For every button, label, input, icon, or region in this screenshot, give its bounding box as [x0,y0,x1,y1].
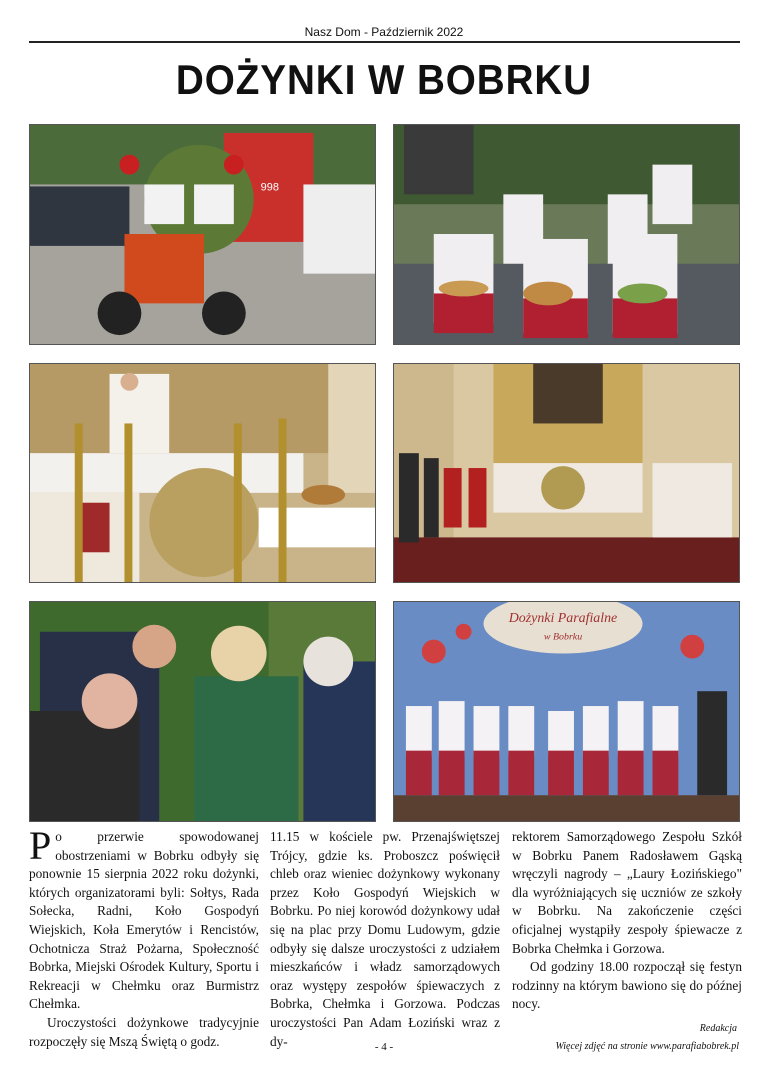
article-headline: DOŻYNKI W BOBRKU [175,56,593,103]
more-photos-note: Więcej zdjęć na stronie www.parafiabobrek.pl [555,1041,739,1052]
paragraph-2: Uroczystości dożynkowe tradycyjnie rozpoczęły się Mszą Świętą o godz. [29,1014,259,1049]
signoff: Redakcja [699,1023,737,1034]
women-with-bread-photo [393,124,740,345]
running-header: Nasz Dom - Październik 2022 [304,25,464,39]
paragraph-1: o przerwie spowodowanej obostrzeniami w Bobrku odbyły się ponownie 15 sierpnia 2022 roku dożynki, których organizatorami byli: Sołtys, Rada Sołecka, Radni, Koło Gospodyń Wiejskich, Koła Emerytów i Rencistów, Ochotnicza Straż Pożarna, Społeczność Bobrka, Miejski Ośrodek Kultury, Sportu i Rekreacji w Chełmku oraz Burmistrz Chełmka. [29,829,259,1012]
tractor-parade-photo [29,124,376,345]
article-column-3 [512,828,742,1014]
article-column-1 [29,823,259,1051]
page-number: - 4 - [374,1041,394,1053]
fire-truck-number: 998 [260,181,279,194]
drop-cap: P [29,823,52,868]
banner-text-line1: Dożynki Parafialne [508,610,618,626]
sharing-bread-photo [29,601,376,822]
paragraph-4: rektorem Samorządowego Zespołu Szkół w Bobrku Panem Radosławem Gąską wręczyli nagrody – „Laury Łozińskiego" dla wyróżniających się uczniów ze szkoły w Bobrku. Na zakończenie części oficjalnej wystąpiły zespoły śpiewacze z Bobrka Chełmka i Gorzowa. [512,829,742,956]
priest-at-altar-photo [29,363,376,583]
paragraph-5: Od godziny 18.00 rozpoczął się festyn rodzinny na którym bawiono się do późnej nocy. [512,959,742,1012]
church-interior-photo [393,363,740,583]
folk-choir-stage-photo [393,601,740,822]
header-rule [29,41,740,43]
article-column-2 [270,828,500,1051]
paragraph-3: 11.15 w kościele pw. Przenajświętszej Trójcy, gdzie ks. Proboszcz poświęcił chleb oraz wieniec dożynkowy wykonany przez Koło Gospodyń Wiejskich w Bobrku. Po niej korowód dożynkowy udał się na plac przy Domu Ludowym, gdzie odbyły się dalsze uroczystości z udziałem mieszkańców i władz samorządowych oraz występy zespołów śpiewaczych z Bobrka, Chełmka i Gorzowa. Podczas uroczystości Pan Adam Łoziński wraz z dy- [270,829,500,1049]
banner-text-line2: w Bobrku [543,631,583,643]
